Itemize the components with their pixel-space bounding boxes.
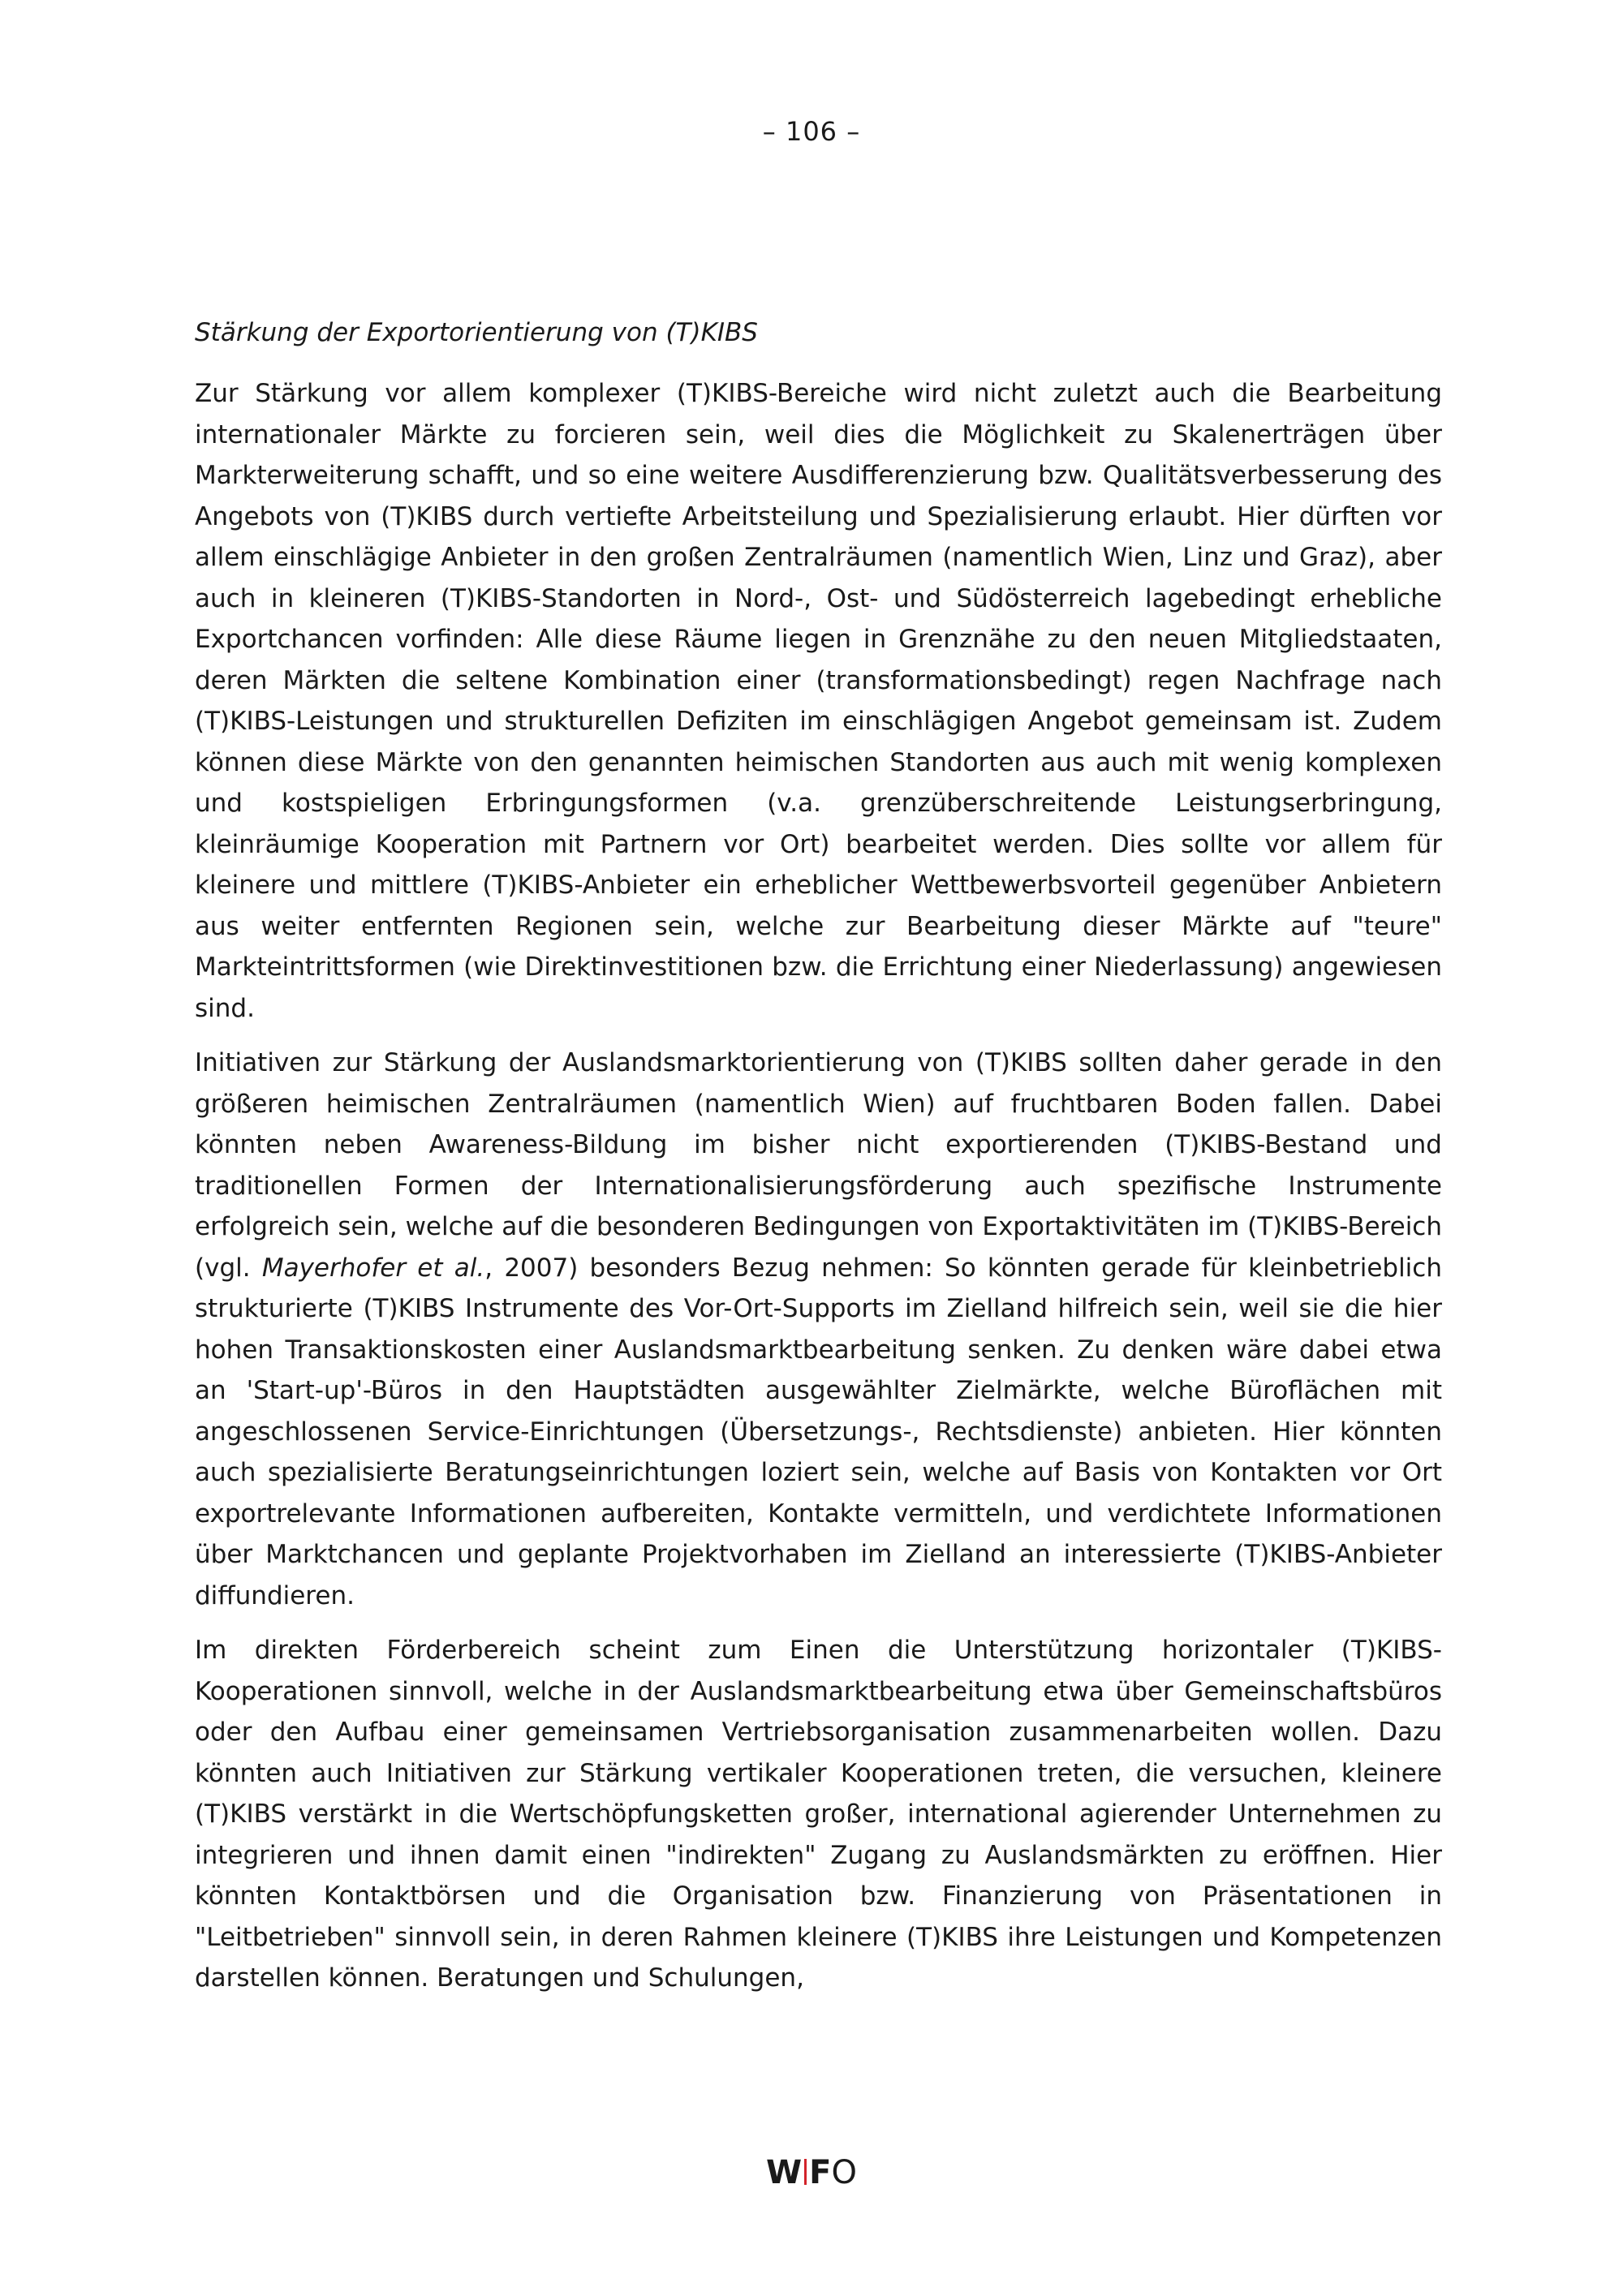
paragraph-2-text-a: Initiativen zur Stärkung der Auslandsmarktorientierung von (T)KIBS sollten daher gerade in den größeren heimischen Zentralräumen (namentlich Wien) auf fruchtbaren Boden fallen. Dabei könnten neben Awareness-Bildung im bisher nicht exportierenden (T)KIBS-Bestand und traditionellen Formen der Internationalisierungsförderung auch spezifische Instrumente erfolgreich sein, welche auf die besonderen Bedingungen von Exportaktivitäten im (T)KIBS-Bereich (vgl. — [195, 1048, 1442, 1283]
paragraph-2-text-b: , 2007) besonders Bezug nehmen: So könnten gerade für kleinbetrieblich strukturierte (T)KIBS Instrumente des Vor-Ort-Supports im Zielland hilfreich sein, weil sie die hier hohen Transaktionskosten einer Auslandsmarktbearbeitung senken. Zu denken wäre dabei etwa an 'Start-up'-Büros in den Hauptstädten ausgewählter Zielmärkte, welche Büroflächen mit angeschlossenen Service-Einrichtungen (Übersetzungs-, Rechtsdienste) anbieten. Hier könnten auch spezialisierte Beratungseinrichtungen loziert sein, welche auf Basis von Kontakten vor Ort exportrelevante Informationen aufbereiten, Kontakte vermitteln, und verdichtete Informationen über Marktchancen und geplante Projektvorhaben im Zielland an interessierte (T)KIBS-Anbieter diffundieren. — [195, 1253, 1442, 1610]
page-number: – 106 – — [762, 116, 861, 147]
paragraph-3: Im direkten Förderbereich scheint zum Einen die Unterstützung horizontaler (T)KIBS-Kooperationen sinnvoll, welche in der Auslandsmarktbearbeitung etwa über Gemeinschaftsbüros oder den Aufbau einer gemeinsamen Vertriebsorganisation zusammenarbeiten wollen. Dazu könnten auch Initiativen zur Stärkung vertikaler Kooperationen treten, die versuchen, kleinere (T)KIBS verstärkt in die Wertschöpfungsketten großer, international agierender Unternehmen zu integrieren und ihnen damit einen "indirekten" Zugang zu Auslandsmärkten zu eröffnen. Hier könnten Kontaktbörsen und die Organisation bzw. Finanzierung von Präsentationen in "Leitbetrieben" sinnvoll sein, in deren Rahmen kleinere (T)KIBS ihre Leistungen und Kompetenzen darstellen können. Beratungen und Schulungen, — [195, 1636, 1442, 1993]
paragraph-2 — [195, 1043, 1442, 1616]
logo-letter-f: F — [809, 2154, 832, 2191]
logo-red-bar — [804, 2159, 807, 2185]
section-heading: Stärkung der Exportorientierung von (T)KIBS — [195, 318, 758, 347]
paragraph-1: Zur Stärkung vor allem komplexer (T)KIBS-Bereiche wird nicht zuletzt auch die Bearbeitung internationaler Märkte zu forcieren sein, weil dies die Möglichkeit zu Skalenerträgen über Markterweiterung schafft, und so eine weitere Ausdifferenzierung bzw. Qualitätsverbesserung des Angebots von (T)KIBS durch vertiefte Arbeitsteilung und Spezialisierung erlaubt. Hier dürften vor allem einschlägige Anbieter in den großen Zentralräumen (namentlich Wien, Linz und Graz), aber auch in kleineren (T)KIBS-Standorten in Nord-, Ost- und Südösterreich lagebedingt erhebliche Exportchancen vorfinden: Alle diese Räume liegen in Grenznähe zu den neuen Mitgliedstaaten, deren Märkten die seltene Kombination einer (transformationsbedingt) regen Nachfrage nach (T)KIBS-Leistungen und strukturellen Defiziten im einschlägigen Angebot gemeinsam ist. Zudem können diese Märkte von den genannten heimischen Standorten aus auch mit wenig komplexen und kostspieligen Erbringungsformen (v.a. grenzüberschreitende Leistungserbringung, kleinräumige Kooperation mit Partnern vor Ort) bearbeitet werden. Dies sollte vor allem für kleinere und mittlere (T)KIBS-Anbieter ein erheblicher Wettbewerbsvorteil gegenüber Anbietern aus weiter entfernten Regionen sein, welche zur Bearbeitung dieser Märkte auf "teure" Markteintrittsformen (wie Direktinvestitionen bzw. die Errichtung einer Niederlassung) angewiesen sind. — [195, 379, 1442, 1023]
wifo-logo — [0, 2154, 1623, 2191]
logo-letter-o: O — [831, 2154, 857, 2191]
document-body — [195, 312, 1442, 2013]
logo-letter-w: W — [766, 2154, 803, 2191]
citation-author: Mayerhofer et al. — [261, 1253, 485, 1283]
